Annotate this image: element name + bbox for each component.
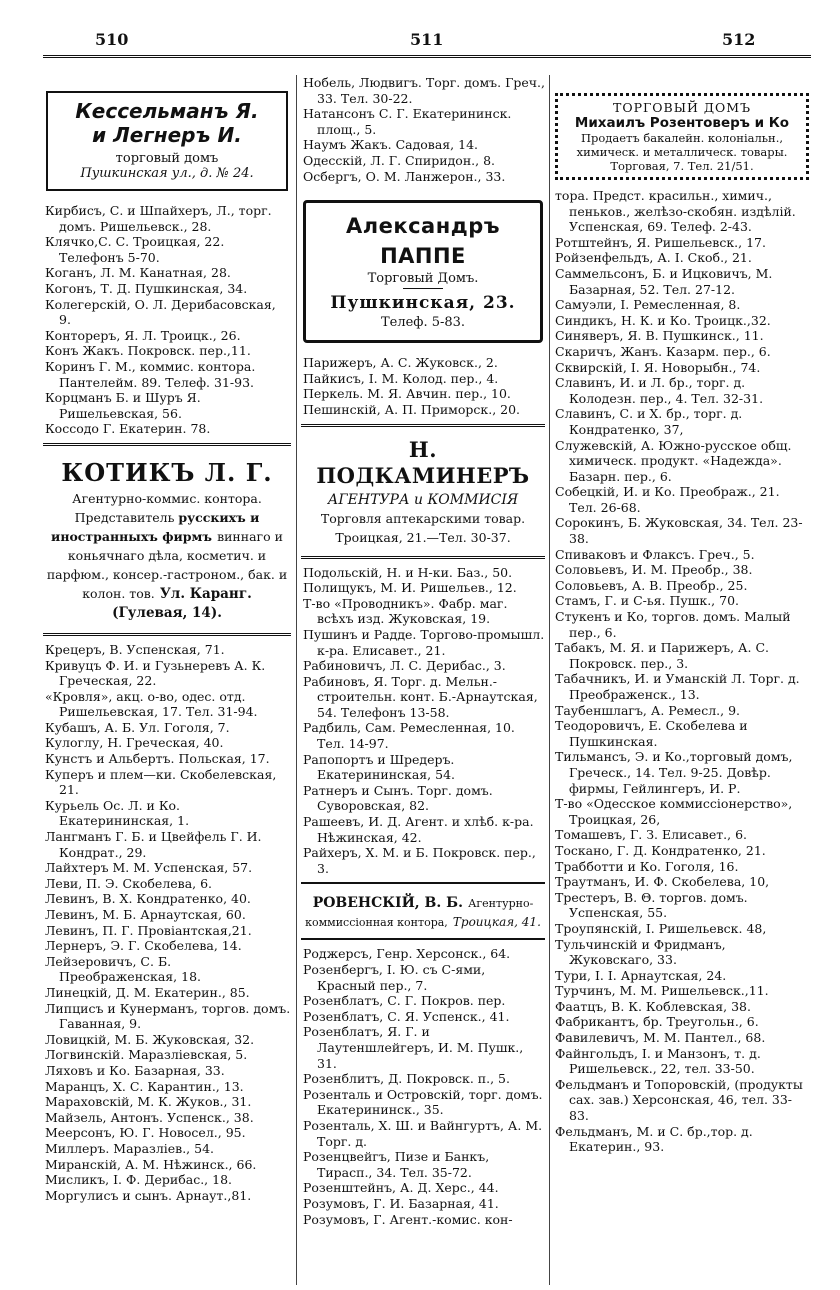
- directory-entry: Миранскій, А. М. Нѣжинск., 66.: [45, 1156, 257, 1172]
- column-3: [553, 75, 811, 1155]
- directory-entry: Майзель, Антонъ. Успенск., 38.: [45, 1109, 254, 1125]
- directory-entry: Теодоровичъ, Е. Скобелева и Пушкинская.: [555, 718, 748, 749]
- directory-entry: Синяверъ, Я. В. Пушкинск., 11.: [555, 328, 764, 344]
- directory-entry: Томашевъ, Г. З. Елисавет., 6.: [555, 827, 747, 843]
- directory-entry: Трестеръ, В. Θ. торгов. домъ. Успенская, 55.: [555, 889, 748, 921]
- ad-podkaminer-address: Троицкая, 21.—Тел. 30-37.: [335, 529, 511, 545]
- directory-entry: Траббoтти и Ко. Гоголя, 16.: [555, 858, 739, 874]
- ad-kesselman-type: торговый домъ: [115, 151, 219, 166]
- directory-entry: Скаричъ, Жанъ. Казарм. пер., 6.: [555, 343, 771, 359]
- directory-entry: Полищукъ, М. И. Ришельев., 12.: [303, 580, 517, 596]
- ad-rozentover: [555, 93, 809, 180]
- directory-entry: Т-во «Проводникъ». Фабр. маг. всѣхъ изд. Жуковская, 19.: [303, 595, 508, 627]
- directory-entry: Лангманъ Г. Б. и Цвейфель Г. И. Кондрат., 29.: [45, 829, 262, 860]
- directory-entry: Нобель, Людвигъ. Торг. домъ. Греч., 33. Тел. 30-22.: [303, 75, 545, 106]
- directory-entry: Крецеръ, В. Успенская, 71.: [45, 641, 225, 657]
- ad-rovensky-address: Троицкая, 41.: [452, 915, 541, 930]
- directory-entry: Фабрикантъ, бр. Треугольн., 6.: [555, 1014, 759, 1030]
- directory-entry: Парижеръ, А. С. Жуковск., 2.: [303, 355, 498, 371]
- directory-entry: Славинъ, И. и Л. бр., торг. д. Колодезн. пер., 4. Тел. 32-31.: [555, 375, 764, 406]
- directory-entry: Левинъ, М. Б. Арнаутская, 60.: [45, 907, 246, 922]
- directory-entry: Миллеръ. Маразліев., 54.: [45, 1140, 215, 1156]
- directory-entry: Мисликъ, І. Ф. Дерибас., 18.: [45, 1172, 232, 1188]
- directory-entry: Клячко,С. С. Троицкая, 22. Телефонъ 5-70.: [45, 234, 225, 265]
- column-divider-2: [549, 75, 550, 1285]
- directory-entry: Коссодо Г. Екатерин. 78.: [45, 421, 211, 437]
- directory-entry: Сорокинъ, Б. Жуковская, 34. Тел. 23-38.: [555, 515, 803, 547]
- directory-entry: Мараховскій, М. К. Жуков., 31.: [45, 1094, 252, 1110]
- directory-list-1a: [43, 203, 291, 437]
- directory-entry: Логвинскій. Маразліевская, 5.: [45, 1047, 248, 1063]
- directory-entry: Розенбергъ, І. Ю. съ С-ями, Красный пер., 7.: [303, 962, 486, 993]
- separator: [301, 882, 545, 884]
- directory-entry: Кирбисъ, С. и Шпайхеръ, Л., торг. домъ. Ришельевск., 28.: [45, 203, 272, 234]
- directory-entry: Таубеншлагъ, А. Ремесл., 9.: [555, 702, 740, 718]
- directory-entry: Славинъ, С. и Х. бр., торг. д. Кондратенко, 37,: [555, 406, 743, 437]
- directory-entry: Розумовъ, Г. Агент.-комис. кон-: [303, 1211, 513, 1227]
- directory-entry: Меерсонъ, Ю. Г. Новосел., 95.: [45, 1125, 246, 1141]
- directory-entry: Липцисъ и Кунерманъ, торгов. домъ. Гаванная, 9.: [45, 1000, 291, 1032]
- directory-entry: Служевскій, А. Южно-русское общ. химическ. продукт. «Надежда». Базарн. пер., 6.: [555, 437, 792, 484]
- header-rule: [43, 55, 811, 58]
- separator: [301, 938, 545, 940]
- page-number-right: 512: [722, 30, 756, 49]
- directory-entry: Моргулисъ и сынъ. Арнаут.,81.: [45, 1187, 252, 1203]
- directory-list-2c: [301, 565, 545, 877]
- directory-entry: Когонъ, Т. Д. Пушкинская, 34.: [45, 280, 248, 296]
- separator: [301, 556, 545, 559]
- directory-entry: Наумъ Жакъ. Садовая, 14.: [303, 137, 479, 153]
- directory-entry: Траутманъ, И. Ф. Скобелева, 10,: [555, 874, 770, 890]
- directory-entry: Сквирскій, І. Я. Новорыбн., 74.: [555, 359, 761, 375]
- directory-entry: Ротштейнъ, Я. Ришельевск., 17.: [555, 234, 766, 250]
- directory-entry: Кривуцъ Ф. И. и Гузьнеревъ А. К. Греческая, 22.: [45, 657, 266, 689]
- directory-entry: Ратнеръ и Сынъ. Торг. домъ. Суворовская, 82.: [303, 782, 493, 814]
- directory-entry: Коринъ Г. М., коммис. контора. Пантелейм. 89. Телеф. 31-93.: [45, 358, 256, 390]
- separator: [43, 443, 291, 446]
- directory-entry: Фельдманъ и Топоровскій, (продукты сах. зав.) Херсонская, 46, тел. 33-83.: [555, 1076, 803, 1124]
- directory-entry: Табакъ, М. Я. и Парижеръ, А. С. Покровск. пер., 3.: [555, 640, 770, 671]
- directory-entry: Кунстъ и Альбертъ. Польская, 17.: [45, 751, 270, 767]
- directory-entry: Маранцъ, Х. С. Карантин., 13.: [45, 1078, 244, 1094]
- ad-pappe-address: Пушкинская, 23.: [330, 293, 516, 314]
- directory-entry: Тоскано, Г. Д. Кондратенко, 21.: [555, 842, 766, 858]
- directory-entry: Саммельсонъ, Б. и Ицковичъ, М. Базарная, 52. Тел. 27-12.: [555, 265, 773, 297]
- directory-entry: Т-во «Одесское коммиссіонерство», Троицкая, 26,: [555, 796, 793, 827]
- directory-entry: Леви, П. Э. Скобелева, 6.: [45, 875, 213, 891]
- ad-pappe-dash: [403, 288, 443, 289]
- directory-entry: Левинъ, В. Х. Кондратенко, 40.: [45, 891, 251, 907]
- ad-rovensky-type: Агентурно-коммиссіонная контора,: [305, 897, 534, 930]
- directory-entry: Ляховъ и Ко. Базарная, 33.: [45, 1062, 225, 1078]
- page-number-middle: 511: [410, 30, 444, 49]
- directory-entry: Осбергъ, О. М. Ланжерон., 33.: [303, 168, 506, 184]
- directory-entry: Розенблатъ, Я. Г. и Лаутеншлейгеръ, И. М. Пушк., 31.: [303, 1024, 524, 1071]
- directory-entry: Радбиль, Сам. Ремесленная, 10. Тел. 14-97.: [303, 720, 515, 752]
- directory-list-2a: [301, 75, 545, 184]
- directory-entry: Розенталь и Островскій, торг. домъ. Екатерининск., 35.: [303, 1086, 543, 1118]
- directory-entry: Соловьевъ, И. М. Преобр., 38.: [555, 562, 753, 578]
- directory-entry: «Кровля», акц. о-во, одес. отд. Ришельевская, 17. Тел. 31-94.: [45, 688, 258, 720]
- directory-entry: Роджерсъ, Генр. Херсонск., 64.: [303, 946, 511, 962]
- directory-entry: Кулоглу, Н. Греческая, 40.: [45, 735, 224, 751]
- directory-entry: Турчинъ, М. М. Ришельевск.,11.: [555, 983, 769, 999]
- ad-podkaminer-type: АГЕНТУРА и КОММИСІЯ: [327, 491, 519, 508]
- directory-list-3: [553, 188, 811, 1155]
- directory-entry: Конъ Жакъ. Покровск. пер.,11.: [45, 343, 251, 359]
- ad-rozentover-goods-1: Продаетъ бакалейн. колоніальн.,: [580, 131, 784, 145]
- ad-kesselman-name-1: Кессельманъ Я.: [75, 99, 259, 123]
- ad-kesselman-address: Пушкинская ул., д. № 24.: [80, 166, 254, 181]
- ad-podkaminer: [301, 433, 545, 550]
- directory-entry: Лернеръ, Э. Г. Скобелева, 14.: [45, 938, 242, 954]
- separator: [43, 633, 291, 636]
- directory-entry: Куперъ и плем—ки. Скобелевская, 21.: [45, 766, 277, 798]
- directory-entry: Курьель Ос. Л. и Ко. Екатерининская, 1.: [45, 797, 190, 829]
- directory-entry: Файнгольдъ, І. и Манзонъ, т. д. Ришельевск., 22, тел. 33-50.: [555, 1045, 761, 1077]
- directory-entry: Розумовъ, Г. И. Базарная, 41.: [303, 1195, 499, 1211]
- directory-list-1b: [43, 642, 291, 1203]
- ad-kotik-address: Ул. Каранг. (Гулевая, 14).: [112, 585, 252, 621]
- directory-entry: Линецкій, Д. М. Екатерин., 85.: [45, 984, 250, 1000]
- directory-entry: Фельдманъ, М. и С. бр.,тор. д. Екатерин., 93.: [555, 1123, 753, 1155]
- column-2: [301, 75, 545, 1227]
- separator: [301, 424, 545, 427]
- ad-rozentover-name: Михаилъ Розентоверъ и Ко: [574, 115, 790, 131]
- directory-list-2d: [301, 946, 545, 1227]
- ad-pappe-name: Александръ ПАППЕ: [345, 214, 501, 269]
- directory-entry: Перкель. М. Я. Авчин. пер., 10.: [303, 386, 511, 402]
- column-1: [43, 75, 291, 1203]
- directory-entry: Левинъ, П. Г. Провіантская,21.: [45, 922, 252, 938]
- directory-entry: Стукенъ и Ко, торгов. домъ. Малый пер., 6.: [555, 609, 791, 640]
- ad-podkaminer-trade: Торговля аптекарскими товар.: [320, 510, 526, 526]
- directory-entry: Пайкисъ, І. М. Колод. пер., 4.: [303, 370, 499, 386]
- ad-kotik-goods: виннаго и коньячнаго дѣла, косметич. и парфюм., консер.-гастроном., бак. и колон. тов.: [46, 528, 288, 601]
- ad-kotik-rep-prefix: Представитель: [74, 509, 179, 525]
- directory-entry: Одесскій, Л. Г. Спиридон., 8.: [303, 152, 495, 168]
- directory-entry: Собецкій, И. и Ко. Преображ., 21. Тел. 26-68.: [555, 484, 780, 515]
- directory-entry: Розенблатъ, С. Я. Успенск., 41.: [303, 1008, 510, 1024]
- directory-entry: Контореръ, Я. Л. Троицк., 26.: [45, 327, 241, 343]
- directory-entry: Фаатцъ, В. К. Коблевская, 38.: [555, 998, 751, 1014]
- directory-entry: Соловьевъ, А. В. Преобр., 25.: [555, 577, 748, 593]
- directory-entry: Троупянскій, І. Ришельевск. 48,: [555, 920, 767, 936]
- ad-kotik-name: КОТИКЪ Л. Г.: [61, 457, 273, 487]
- directory-entry: тора. Предст. красильн., химич., пеньков., желѣзо-скобян. издѣлій. Успенская, 69. Телеф. 2-43.: [555, 188, 796, 235]
- directory-entry: Колегерскій, О. Л. Дерибасовская, 9.: [45, 296, 276, 328]
- ad-pappe-phone: Телеф. 5-83.: [380, 315, 466, 331]
- directory-entry: Лейзеровичъ, С. Б. Преображенская, 18.: [45, 953, 202, 985]
- directory-entry: Рабиновичъ, Л. С. Дерибас., 3.: [303, 658, 506, 674]
- ad-rovensky: [301, 890, 545, 932]
- directory-entry: Пешинскій, А. П. Приморск., 20.: [303, 401, 521, 417]
- directory-entry: Розенштейнъ, А. Д. Херс., 44.: [303, 1180, 499, 1196]
- directory-entry: Спиваковъ и Флаксъ. Греч., 5.: [555, 546, 755, 562]
- directory-entry: Натансонъ С. Г. Екатерининск. площ., 5.: [303, 106, 512, 137]
- ad-pappe: [303, 200, 543, 343]
- ad-pappe-type: Торговый Домъ.: [367, 271, 479, 287]
- page-number-left: 510: [95, 30, 129, 49]
- directory-entry: Самуэли, І. Ремесленная, 8.: [555, 297, 741, 313]
- directory-entry: Фавилевичъ, М. М. Пантел., 68.: [555, 1030, 766, 1046]
- directory-entry: Рабиновъ, Я. Торг. д. Мельн.-строительн. конт. Б.-Арнаутская, 54. Телефонъ 13-58.: [303, 673, 538, 720]
- column-divider-1: [296, 75, 297, 1285]
- ad-podkaminer-name: Н. ПОДКАМИНЕРЪ: [316, 436, 530, 488]
- directory-entry: Рашеевъ, И. Д. Агент. и хлѣб. к-ра. Нѣжинская, 42.: [303, 814, 534, 845]
- ad-kesselman: [46, 91, 288, 191]
- directory-entry: Корцманъ Б. и Шуръ Я. Ришельевская, 56.: [45, 390, 201, 421]
- directory-entry: Розенблатъ, С. Г. Покров. пер.: [303, 993, 506, 1009]
- directory-entry: Пушинъ и Радде. Торгово-промышл. к-ра. Елисавет., 21.: [303, 626, 545, 658]
- directory-entry: Розенблитъ, Д. Покровск. п., 5.: [303, 1071, 510, 1087]
- directory-entry: Лайхтеръ М. М. Успенская, 57.: [45, 860, 253, 876]
- directory-entry: Стамъ, Г. и С-ья. Пушк., 70.: [555, 593, 739, 609]
- ad-rozentover-address: Торговая, 7. Тел. 21/51.: [610, 159, 754, 173]
- directory-entry: Ройзенфельдъ, А. І. Скоб., 21.: [555, 250, 752, 266]
- ad-kotik: [43, 452, 291, 627]
- directory-entry: Ловицкій, М. Б. Жуковская, 32.: [45, 1031, 255, 1047]
- ad-rozentover-type: ТОРГОВЫЙ ДОМЪ: [612, 100, 752, 115]
- directory-list-2b: [301, 355, 545, 417]
- directory-entry: Тульчинскій и Фридманъ, Жуковскаго, 33.: [555, 936, 726, 968]
- directory-entry: Рапопортъ и Шредеръ. Екатерининская, 54.: [303, 751, 456, 783]
- ad-kotik-type: Агентурно-коммис. контора.: [72, 490, 262, 506]
- ad-kotik-rep-firms: русскихъ и иностранныхъ фирмъ: [51, 509, 260, 544]
- directory-entry: Коганъ, Л. М. Канатная, 28.: [45, 265, 231, 281]
- directory-entry: Табачникъ, И. и Уманскій Л. Торг. д. Преображенск., 13.: [555, 671, 800, 702]
- ad-rozentover-goods-2: химическ. и металлическ. товары.: [576, 145, 788, 159]
- directory-entry: Кубашъ, А. Б. Ул. Гоголя, 7.: [45, 719, 230, 735]
- directory-entry: Розенцвейгъ, Пизе и Банкъ, Тирасп., 34. Тел. 35-72.: [303, 1149, 490, 1180]
- ad-rovensky-name: РОВЕНСКІЙ, В. Б.: [312, 895, 463, 912]
- directory-entry: Подольскій, Н. и Н-ки. Баз., 50.: [303, 564, 513, 580]
- ad-kesselman-name-2: и Легнеръ И.: [92, 123, 242, 147]
- directory-entry: Тури, І. І. Арнаутская, 24.: [555, 967, 727, 983]
- directory-entry: Тильмансъ, Э. и Ко.,торговый домъ, Греческ., 14. Тел. 9-25. Довѣр. фирмы, Гейлингеръ, И. Р.: [555, 749, 793, 796]
- directory-entry: Синдикъ, Н. К. и Ко. Троицк.,32.: [555, 312, 771, 328]
- directory-entry: Розенталь, Х. Ш. и Вайнгуртъ, А. М. Торг. д.: [303, 1117, 543, 1149]
- directory-entry: Райхеръ, Х. М. и Б. Покровск. пер., 3.: [303, 845, 536, 876]
